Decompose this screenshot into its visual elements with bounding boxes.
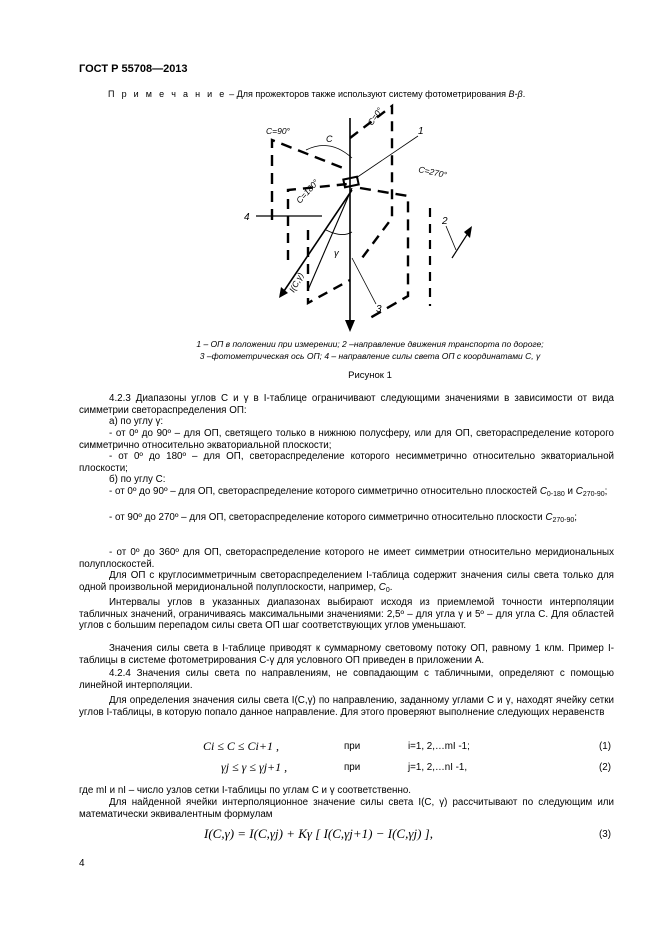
label-intensity: I(C,γ) — [286, 270, 306, 294]
equation-2: γj ≤ γ ≤ γj+1 , — [221, 760, 288, 774]
label-c180: C=180° — [294, 177, 321, 206]
paragraph-c-90: - от 0º до 90º – для ОП, светораспределение которого симметрично относительно плоскостей $C_{0-180}$ и $C_{270-90}$; — [109, 486, 608, 498]
figure-title: Рисунок 1 — [348, 370, 392, 381]
equation-2-number: (2) — [599, 762, 611, 773]
paragraph-b: б) по углу C: — [109, 474, 166, 485]
paragraph-interpolation: Для найденной ячейки интерполяционное значение силы света I(C, γ) рассчитывают по следующим или математически эквивалентным формулам — [79, 797, 614, 820]
label-c270: C=270° — [417, 164, 448, 180]
paragraph-gamma-180: - от 0º до 180º – для ОП, светораспределение которого несимметрично относительно экваториальной плоскости; — [79, 451, 614, 474]
label-4: 4 — [244, 212, 250, 223]
angle-arc-c — [306, 146, 352, 159]
paragraph-circular: Для ОП с круглосимметричным светораспределением I-таблица содержит значения силы света только для одной произвольной меридиональной полуплоскости, например, $C_0$. — [79, 570, 614, 594]
label-angle-c: C — [326, 134, 333, 144]
figure-caption-line1: 1 – ОП в положении при измерении; 2 –направление движения транспорта по дороге; — [196, 339, 544, 349]
note-system: B-β — [508, 89, 523, 99]
label-c90: C=90° — [266, 126, 290, 136]
paragraph-c-270: - от 90º до 270º – для ОП, светораспределение которого симметрично относительно плоскости $C_{270-90}$; — [109, 512, 577, 524]
leader-1 — [356, 136, 418, 178]
equation-1: Ci ≤ C ≤ Ci+1 , — [203, 739, 279, 753]
paragraph-gamma-90: - от 0º до 90º – для ОП, светящего только в нижнюю полусферу, или для ОП, светораспределение которого симметрично относительно экваториальной плоскости; — [79, 428, 614, 451]
axis-arrow-down — [345, 320, 355, 332]
photometric-axis — [308, 188, 352, 290]
label-1: 1 — [418, 126, 424, 137]
paragraph-intervals: Интервалы углов в указанных диапазонах выбирают исходя из приемлемой точности интерполяции табличных значений, ограничиваясь максимальными значениями: 2,5º – для угла γ и 5º – для угла C. Для областей углов с большим перепадом силы света ОП шаг соответствующих углов уменьшают. — [79, 597, 614, 631]
equation-3-number: (3) — [599, 829, 611, 840]
label-3: 3 — [376, 304, 382, 315]
paragraph-nodes: где mI и nI – число узлов сетки I-таблицы по углам C и γ соответственно. — [79, 785, 412, 796]
label-2: 2 — [442, 216, 448, 227]
leader-3 — [352, 258, 376, 304]
note-label: П р и м е ч а н и е — [108, 89, 227, 99]
paragraph-4-2-3: 4.2.3 Диапазоны углов C и γ в I-таблице ограничивают следующими значениями в зависимости от вида симметрии светораспределения ОП: — [79, 393, 614, 416]
label-c0: C=0° — [365, 105, 385, 128]
angle-arc-gamma — [326, 230, 352, 235]
equation-2-range: j=1, 2,…nI -1, — [408, 762, 468, 773]
equation-3: I(C,γ) = I(C,γj) + Kγ [ I(C,γj+1) − I(C,γj) ], — [204, 826, 433, 841]
paragraph-4-2-4: 4.2.4 Значения силы света по направлениям, не совпадающим с табличными, определяют с помощью линейной интерполяции. — [79, 668, 614, 691]
equation-1-range: i=1, 2,…mI -1; — [408, 741, 470, 752]
equation-2-condition: при — [344, 762, 361, 773]
note: П р и м е ч а н и е – Для прожекторов также используют систему фотометрирования B-β. — [108, 89, 526, 99]
equation-1-number: (1) — [599, 741, 611, 752]
document-header: ГОСТ Р 55708—2013 — [79, 63, 188, 75]
paragraph-a: а) по углу γ: — [109, 416, 164, 427]
equation-1-condition: при — [344, 741, 361, 752]
leader-2 — [446, 226, 456, 250]
figure-1-diagram — [230, 98, 480, 338]
label-gamma: γ — [334, 248, 339, 259]
note-text: – Для прожекторов также используют систему фотометрирования — [226, 89, 509, 99]
paragraph-cell-search: Для определения значения силы света I(C,γ) по направлению, заданному углами C и γ, находят ячейку сетки углов I-таблицы, в которую попало данное направление. Для этого проверяют выполнение следующих неравенств — [79, 695, 614, 718]
paragraph-normalization: Значения силы света в I-таблице приводят к суммарному световому потоку ОП, равному 1 клм. Пример I-таблицы в системе фотометрирования C-γ для условного ОП приведен в приложении А. — [79, 643, 614, 666]
page-number: 4 — [79, 858, 85, 869]
luminaire — [343, 177, 358, 188]
figure-caption-line2: 3 –фотометрическая ось ОП; 4 – направление силы света ОП с координатами C, γ — [199, 351, 541, 361]
paragraph-c-360: - от 0º до 360º для ОП, светораспределение которого не имеет симметрии относительно меридиональных полуплоскостей. — [79, 547, 614, 570]
plane-c0 — [350, 106, 392, 258]
traffic-arrow-head — [464, 226, 472, 238]
